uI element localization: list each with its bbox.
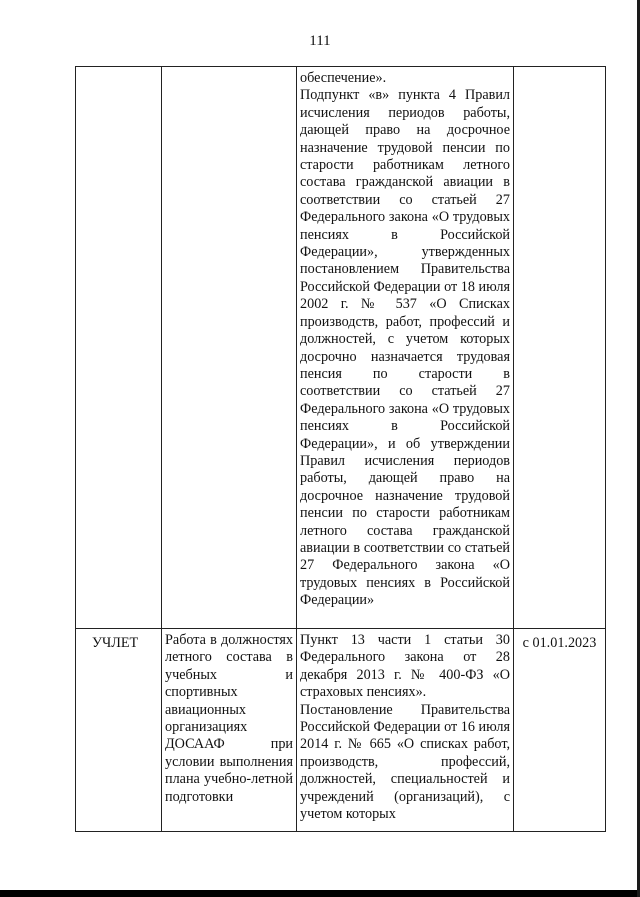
table-row <box>76 67 606 629</box>
basis-paragraph: обеспечение». <box>300 70 387 86</box>
date-cell <box>514 67 606 629</box>
basis-paragraph: Подпункт «в» пункта 4 Правил исчисления периодов работы, дающей право на досрочное назначение трудовой пенсии по старости работникам летного состава гражданской авиации в соответствии со статьей 27 Федерального закона «О трудовых пенсиях в Российской Федерации», утвержденных постановлением Правительства Российской Федерации от 18 июля 2002 г. № 537 «О Списках производств, работ, профессий и должностей, с учетом которых досрочно назначается трудовая пенсия по старости в соответствии со статьей 27 Федерального закона «О трудовых пенсиях в Российской Федерации», и об утверждении Правил исчисления периодов работы, дающей право на досрочное назначение трудовой пенсии по старости работникам летного состава гражданской авиации в соответствии со статьей 27 Федерального закона «О трудовых пенсиях в Российской Федерации» <box>300 87 510 609</box>
scan-bottom-edge <box>0 890 640 897</box>
table-row <box>76 629 606 832</box>
basis-cell <box>297 67 514 629</box>
code-cell: УЧЛЕТ <box>76 629 162 832</box>
basis-paragraph: Пункт 13 части 1 статьи 30 Федерального закона от 28 декабря 2013 г. № 400-ФЗ «О страховых пенсиях». <box>300 632 510 701</box>
page-number: 111 <box>309 33 331 49</box>
codes-table <box>75 66 606 832</box>
position-text: Работа в должностях летного состава в учебных и спортивных авиационных организациях ДОСААФ при условии выполнения плана учебно-летной подготовки <box>165 632 293 805</box>
position-cell <box>162 67 297 629</box>
basis-paragraph: Постановление Правительства Российской Федерации от 16 июля 2014 г. № 665 «О списках работ, производств, профессий, должностей, специальностей и учреждений (организаций), с учетом которых <box>300 701 510 823</box>
code-cell <box>76 67 162 629</box>
date-cell: с 01.01.2023 <box>514 629 606 832</box>
basis-cell <box>297 629 514 832</box>
position-cell <box>162 629 297 832</box>
